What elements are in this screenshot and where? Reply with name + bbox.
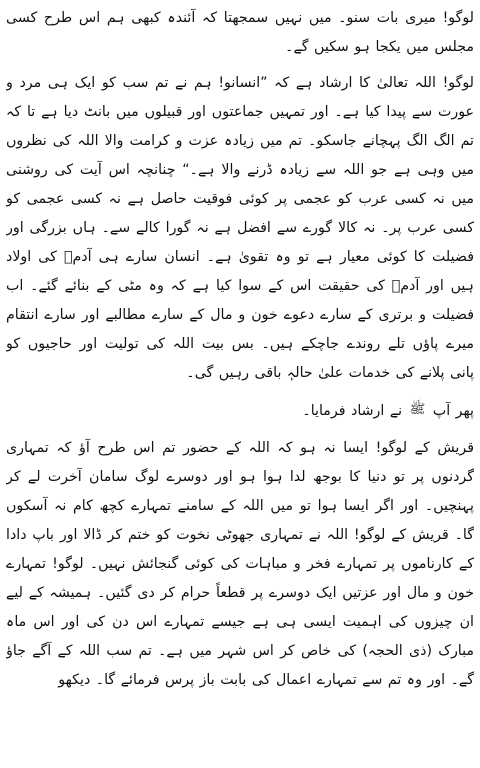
document-page [6, 4, 474, 764]
paragraph-sermon: لوگو! اللہ تعالیٰ کا ارشاد ہے کہ ”انسانو! ہم نے تم سب کو ایک ہی مرد و عورت سے پیدا کیا ہے۔ اور تمہیں جماعتوں اور قبیلوں میں بانٹ دیا ہے تا کہ تم الگ الگ پہچانے جاسکو۔ تم میں زیادہ عزت و کرامت والا اللہ کی نظروں میں وہی ہے جو اللہ سے زیادہ ڈرنے والا ہے۔“ چنانچہ اس آیت کی روشنی میں نہ کسی عرب کو عجمی پر کوئی فوقیت حاصل ہے نہ کسی عجمی کو کسی عرب پر۔ نہ کالا گورے سے افضل ہے نہ گورا کالے سے۔ ہاں بزرگی اور فضیلت کا کوئی معیار ہے تو وہ تقویٰ ہے۔ انسان سارے ہی آدمؑ کی اولاد ہیں اور آدمؑ کی حقیقت اس کے سوا کیا ہے کہ وہ مٹی کے بنائے گئے۔ اب فضیلت و برتری کے سارے دعوے خون و مال کے سارے مطالبے اور سارے انتقام میرے پاؤں تلے روندے جاچکے ہیں۔ بس بیت اللہ کی تولیت اور حاجیوں کو پانی پلانے کی خدمات علیٰ حالہٖ باقی رہیں گی۔ [6, 75, 474, 381]
saw-mark: ﷺ [409, 402, 426, 417]
short-line-after: نے ارشاد فرمایا۔ [302, 403, 403, 419]
paragraph-quraysh: قریش کے لوگو! ایسا نہ ہو کہ اللہ کے حضور تم اس طرح آؤ کہ تمہاری گردنوں پر تو دنیا کا بوجھ لدا ہوا ہو اور دوسرے لوگ سامان آخرت لے کر پہنچیں۔ اور اگر ایسا ہوا تو میں اللہ کے سامنے تمہارے کچھ کام نہ آسکوں گا۔ قریش کے لوگو! اللہ نے تمہاری جھوٹی نخوت کو ختم کر ڈالا اور باپ دادا کے کارناموں پر تمہارے فخر و مباہات کی کوئی گنجائش نہیں۔ لوگو! تمہارے خون و مال اور عزتیں ایک دوسرے پر قطعاً حرام کر دی گئیں۔ ہمیشہ کے لیے ان چیزوں کی اہمیت ایسی ہی ہے جیسے تمہارے اس دن کی اور اس ماہ مبارک (ذی الحجہ) کی خاص کر اس شہر میں ہے۔ تم سب اللہ کے آگے جاؤ گے۔ اور وہ تم سے تمہارے اعمال کی بابت باز پرس فرمائے گا۔ دیکھو [6, 440, 474, 688]
paragraph-short-line [6, 395, 474, 426]
short-line-before: پھر آپ [432, 403, 474, 419]
paragraph-opening: لوگو! میری بات سنو۔ میں نہیں سمجھتا کہ آئندہ کبھی ہم اس طرح کسی مجلس میں یکجا ہو سکیں گے۔ [6, 10, 474, 55]
